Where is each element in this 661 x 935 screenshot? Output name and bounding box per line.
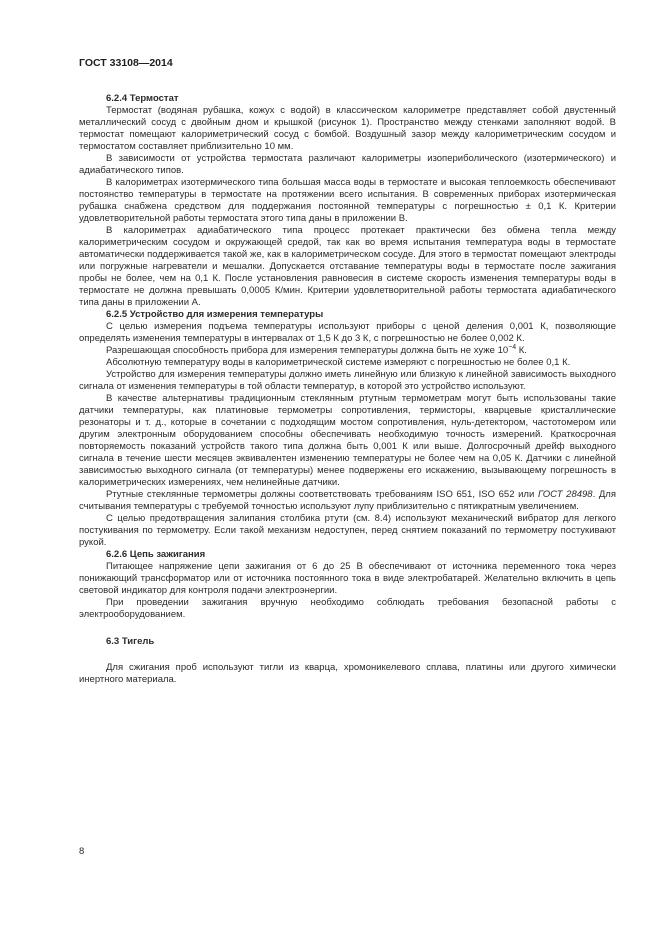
standard-reference: ГОСТ 28498: [537, 489, 593, 500]
paragraph: В зависимости от устройства термостата различают калориметры изопериболического (изотермического) и адиабатического типов.: [79, 153, 616, 176]
paragraph: С целью измерения подъема температуры используют приборы с ценой деления 0,001 К, позволяющие определять изменения температуры в интервалах от 1,5 К до 3 К, с погрешностью не более 0,002 К.: [79, 321, 616, 344]
section-heading-6-3: 6.3 Тигель: [106, 636, 155, 647]
text-run: Разрешающая способность прибора для измерения температуры должна быть не хуже 10: [106, 345, 509, 356]
document-body: [79, 93, 616, 686]
paragraph: Абсолютную температуру воды в калориметрической системе измеряют с погрешностью не более 0,1 К.: [106, 357, 571, 368]
paragraph: При проведении зажигания вручную необходимо соблюдать требования безопасной работы с электрооборудованием.: [79, 597, 616, 620]
paragraph: В калориметрах адиабатического типа процесс протекает практически без обмена тепла между калориметрическим сосудом и окружающей средой, так как во время испытания температура воды в термостате автоматически поддерживается такой же, как в калориметрическом сосуде. Для этого в термостат помещают электроды или погружные нагреватели и мешалки. Допускается отставание температуры воды в термостате после зажигания пробы не более, чем на 0,1 К. После установления равновесия в системе скорость изменения температуры воды в термостате не должна превышать 0,0005 К/мин. Критерии удовлетворительной работы термостата адиабатического типа даны в приложении А.: [79, 225, 616, 308]
text-run: Ртутные стеклянные термометры должны соответствовать требованиям ISO 651, ISO 652 или: [106, 489, 538, 500]
text-run: . Для считывания температуры с требуемой точностью используют лупу приблизительно с пятикратным увеличением.: [79, 489, 616, 512]
text-run: К.: [516, 345, 527, 356]
paragraph: Устройство для измерения температуры должно иметь линейную или близкую к линейной зависимость выходного сигнала от изменения температуры в той области температур, в которой это устройство используют.: [79, 369, 616, 392]
paragraph: Питающее напряжение цепи зажигания от 6 до 25 В обеспечивают от источника переменного тока через понижающий трансформатор или от источника постоянного тока в виде электробатарей. Желательно включить в цепь световой индикатор для контроля подачи электроэнергии.: [79, 561, 616, 596]
paragraph: Термостат (водяная рубашка, кожух с водой) в классическом калориметре представляет собой двустенный металлический сосуд с двойным дном и крышкой (рисунок 1). Пространство между стенками заполняют водой. В термостат помещают калориметрический сосуд с бомбой. Воздушный зазор между калориметрическим сосудом и термостатом составляет приблизительно 10 мм.: [79, 105, 616, 152]
exponent: −4: [508, 343, 517, 351]
paragraph: [79, 489, 616, 513]
paragraph: В калориметрах изотермического типа большая масса воды в термостате и высокая теплоемкость обеспечивают постоянство температуры в термостате на протяжении всего испытания. В современных приборах изотермическая рубашка снабжена средством для поддержания постоянной температуры с погрешностью ± 0,1 К. Критерии удовлетворительной работы термостата этого типа даны в приложении В.: [79, 177, 616, 224]
section-heading-6-2-4: 6.2.4 Термостат: [106, 93, 179, 104]
paragraph: Для сжигания проб используют тигли из кварца, хромоникелевого сплава, платины или другого химически инертного материала.: [79, 662, 616, 685]
paragraph: В качестве альтернативы традиционным стеклянным ртутным термометрам могут быть использованы такие датчики температуры, как платиновые термометры сопротивления, термисторы, кварцевые кристаллические резонаторы и т. д., которые в сочетании с подходящим мостом сопротивления, нуль-детектором, частотомером или другим электронным оборудованием способны обеспечивать необходимую точность измерений. Краткосрочная повторяемость показаний устройств такого типа должна быть 0,001 К или выше. Долгосрочный дрейф выходного сигнала в течение шести месяцев эквивалентен изменению температуры не более чем на 0,05 К. Датчики с линейной зависимостью выходного сигнала (от температуры) менее подвержены его искажению, вызывающему погрешность в калориметрических измерениях, чем нелинейные датчики.: [79, 393, 616, 488]
page-number: 8: [79, 846, 85, 857]
standard-header: ГОСТ 33108—2014: [79, 57, 173, 69]
paragraph: С целью предотвращения залипания столбика ртути (см. 8.4) используют механический вибратор для легкого постукивания по термометру. Если такой механизм недоступен, перед снятием показаний по термометру постукивают рукой.: [79, 513, 616, 548]
paragraph: [79, 345, 616, 357]
section-heading-6-2-6: 6.2.6 Цепь зажигания: [106, 549, 206, 560]
section-heading-6-2-5: 6.2.5 Устройство для измерения температуры: [106, 309, 324, 320]
